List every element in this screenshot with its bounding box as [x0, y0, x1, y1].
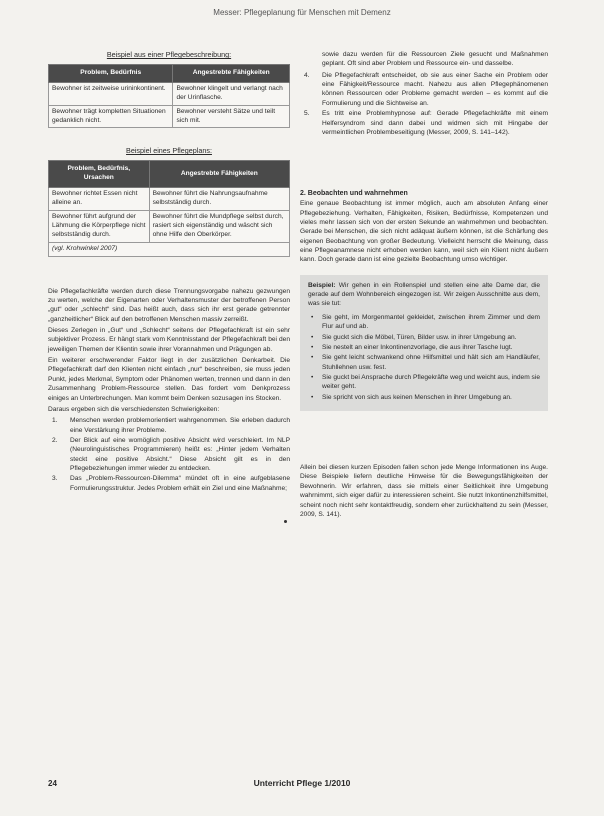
- example1-caption: Beispiel aus einer Pflegebeschreibung:: [106, 50, 232, 59]
- list-item: • Sie guckt sich die Möbel, Türen, Bilder usw. in ihrer Umgebung an.: [308, 333, 540, 342]
- table-header-cell: Angestrebte Fähigkeiten: [149, 161, 289, 188]
- list-item: • Sie nestelt an einer Inkontinenzvorlage, die aus ihrer Tasche lugt.: [308, 343, 540, 352]
- box-list: [308, 313, 540, 402]
- table-cell: Bewohner versteht Sätze und teilt sich mit.: [173, 105, 290, 128]
- list-text: Menschen werden problemorientiert wahrgenommen. Sie erleben dadurch eine Verstärkung ihrer Probleme.: [70, 417, 290, 434]
- table-cell: Bewohner führt aufgrund der Lähmung die Körperpflege nicht selbstständig durch.: [49, 211, 150, 243]
- table-source: (vgl. Krohwinkel 2007): [49, 242, 290, 256]
- table-row: [49, 105, 290, 128]
- list-number: 1.: [52, 417, 58, 425]
- table-row: [49, 242, 290, 256]
- right-column: [300, 50, 548, 521]
- list-item: [48, 436, 290, 473]
- list-text: Das „Problem-Ressourcen-Dilemma“ mündet oft in eine aufgeblasene Formulierungsstruktur. Jedes Problem erhält ein Ziel und eine Maßnahme;: [70, 475, 290, 492]
- list-text: Es tritt eine Problemhypnose auf: Gerade Pflegefachkräfte mit einem Helfersyndrom sind dann dabei und widmen sich mit Hingabe der vermeintlichen Problembeseitigung (Messer, 2009, S. 141–142).: [322, 110, 548, 136]
- table-header-row: [49, 161, 290, 188]
- list-item: [300, 71, 548, 108]
- table-header-row: [49, 65, 290, 83]
- list-item: • Sie spricht von sich aus keinen Menschen in ihrer Umgebung an.: [308, 393, 540, 402]
- paragraph: Dieses Zerlegen in „Gut“ und „Schlecht“ seitens der Pflegefachkraft ist ein sehr subjektiver Prozess. Er hängt stark vom Kenntnisstand der Pflegefachkraft bei den jeweiligen Themen der Klientin sowie ihrer Vorannahmen und Prägungen ab.: [48, 327, 290, 353]
- box-intro-text: Wir gehen in ein Rollenspiel und stellen eine alte Dame dar, die gerade auf dem Wohnbereich eingezogen ist. Wir zeigen Ausschnitte aus dem, was sie tut:: [308, 281, 540, 308]
- journal-footer: Unterricht Pflege 1/2010: [253, 778, 351, 788]
- table-header-cell: Angestrebte Fähigkeiten: [173, 65, 290, 83]
- paragraph: Die Pflegefachkräfte werden durch diese Trennungsvorgabe nahezu gezwungen zu werten, welche der Eigenarten oder Verhaltensmuster der betroffenen Person „gut“ oder „schlecht“ sind. Das heißt auch, dass sich ihr erst gerade getrennter „ganzheitlicher“ Blick auf den betroffenen Menschen massiv zerreißt.: [48, 287, 290, 323]
- table-cell: Bewohner ist zeitweise urininkontinent.: [49, 82, 173, 105]
- table-row: [49, 82, 290, 105]
- example1-table: [48, 64, 290, 128]
- table-header-cell: Problem, Bedürfnis, Ursachen: [49, 161, 150, 188]
- table-cell: Bewohner führt die Nahrungsaufnahme selbstständig durch.: [149, 188, 289, 211]
- running-head: Messer: Pflegeplanung für Menschen mit Demenz: [213, 8, 391, 17]
- list-item: • Sie geht, im Morgenmantel gekleidet, zwischen ihrem Zimmer und dem Flur auf und ab.: [308, 313, 540, 332]
- table-cell: Bewohner klingelt und verlangt nach der Urinflasche.: [173, 82, 290, 105]
- list-text: Der Blick auf eine womöglich positive Absicht wird verschleiert. Im NLP (Neurolinguistisches Programmieren) heißt es: „Hinter jedem Verhalten steckt eine positive Absicht.“ Diese Absicht gilt es in den Pflegebeziehungen immer wieder zu entdecken.: [70, 436, 290, 473]
- list-number: 3.: [52, 475, 58, 483]
- table-cell: Bewohner trägt kompletten Situationen gedanklich nicht.: [49, 105, 173, 128]
- difficulties-list-cont: [300, 71, 548, 138]
- difficulties-list: [48, 416, 290, 493]
- stray-mark: [284, 520, 287, 523]
- continuation-text: sowie dazu werden für die Ressourcen Ziele gesucht und Maßnahmen geplant. Oft sind aber Problem und Ressource ein- und dasselbe.: [322, 51, 548, 68]
- left-column: [48, 50, 290, 494]
- page-number: 24: [48, 779, 57, 788]
- section-text: Eine genaue Beobachtung ist immer möglich, auch am absoluten Anfang einer Pflegebeziehung. Verhalten, Fähigkeiten, Risiken, Bedürfnisse, Kompetenzen und vieles mehr lassen sich von der ersten Sekunde an wahrnehmen und beobachten. Gerade bei Menschen, die sich nicht adäquat äußern können, ist die Schärfung des eigenen Beobachtung von großer Bedeutung. Vielleicht herrscht die Meinung, dass eine Pflegeanamnese nicht erhoben werden kann, weil sich ein Klient nicht äußern kann. Doch gerade dann ist eine gezielte Beobachtung umso wichtiger.: [300, 200, 548, 264]
- list-item: • Sie geht leicht schwankend ohne Hilfsmittel und hält sich am Handläufer, Stuhllehnen usw. fest.: [308, 353, 540, 372]
- example-box: [300, 275, 548, 411]
- table-row: [49, 188, 290, 211]
- list-item: [48, 474, 290, 493]
- list-item: • Sie guckt bei Ansprache durch Pflegekräfte weg und weicht aus, indem sie weiter geht.: [308, 373, 540, 392]
- paragraph: Daraus ergeben sich die verschiedensten Schwierigkeiten:: [48, 405, 220, 413]
- table-cell: Bewohner richtet Essen nicht alleine an.: [49, 188, 150, 211]
- closing-paragraph: Allein bei diesen kurzen Episoden fallen schon jede Menge Informationen ins Auge. Diese Beispiele liefern deutliche Hinweise für die Bewegungsfähigkeiten der Bewohnerin. Wir erfahren, dass sie mittels einer Seitlichkeit ihre Umgebung wahrnimmt, sich eiger dafür zu interessieren scheint. Sie nutzt Inkontinenzhilfsmittel, scheint noch nicht sehr kontaktfreudig, sondern eher zurückhaltend zu sein (Messer, 2009, S. 141).: [300, 464, 548, 518]
- box-intro: [308, 281, 540, 309]
- list-text: Die Pflegefachkraft entscheidet, ob sie aus einer Sache ein Problem oder eine Fähigkeit/Ressource macht. Nahezu aus allen Pflegephänomenen können Ressourcen oder Probleme gemacht werden – es kommt auf die Formulierung und die Sichtweise an.: [322, 71, 548, 107]
- list-number: 4.: [304, 71, 310, 79]
- table-row: [49, 211, 290, 243]
- list-number: 5.: [304, 110, 310, 118]
- table-header-cell: Problem, Bedürfnis: [49, 65, 173, 83]
- list-item: [48, 416, 290, 435]
- list-item: [300, 109, 548, 137]
- table-cell: Bewohner führt die Mundpflege selbst durch, rasiert sich eigenständig und wäscht sich ohne Hilfe den Oberkörper.: [149, 211, 289, 243]
- list-number: 2.: [52, 436, 58, 444]
- paragraph: Ein weiterer erschwerender Faktor liegt in der zusätzlichen Denkarbeit. Die Pflegefachkraft darf den Klienten nicht einfach „nur“ beschreiben, sie muss jeden Punkt, jedes Merkmal, Symptom oder Phänomen werten, trennen und dann in den Zusammenhang Problem-Ressource stellen. Das fordert vom Denkprozess einiges an Unterbrechungen. Man kommt beim Denken sozusagen ins Stocken.: [48, 357, 290, 402]
- box-intro-label: Beispiel:: [308, 281, 336, 289]
- section-heading: 2. Beobachten und wahrnehmen: [300, 190, 408, 198]
- example2-table: [48, 160, 290, 256]
- example2-caption: Beispiel eines Pflegeplans:: [126, 146, 212, 156]
